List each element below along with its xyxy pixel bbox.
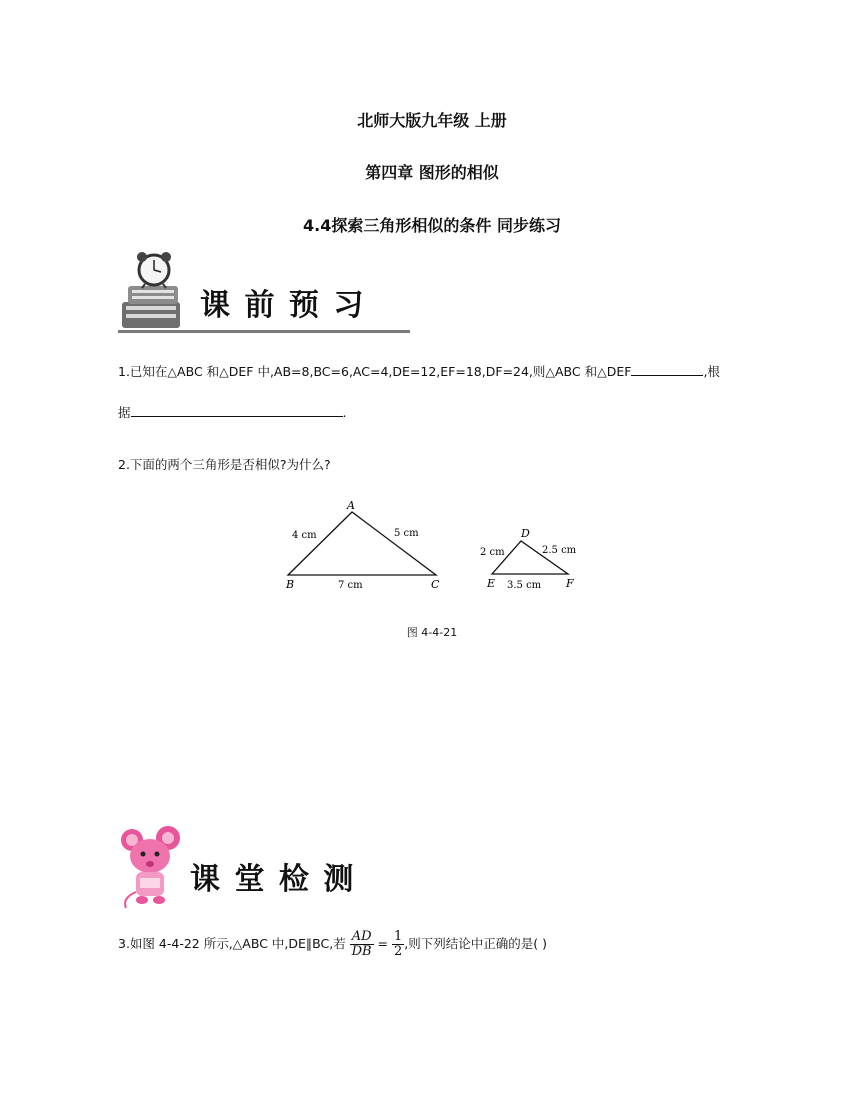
vertex-c: C	[431, 578, 440, 591]
vertex-a: A	[347, 499, 355, 512]
label-ef: 3.5 cm	[507, 580, 542, 591]
label-bc: 7 cm	[338, 580, 363, 591]
answer-blank-1[interactable]	[631, 363, 703, 376]
question-3-prefix: 3.如图 4-4-22 所示,△ABC 中,DE∥BC,若	[118, 936, 346, 951]
label-ab: 4 cm	[292, 530, 317, 541]
chapter-title: 第四章 图形的相似	[365, 163, 499, 182]
question-2: 2.下面的两个三角形是否相似?为什么?	[118, 457, 331, 472]
fraction-2-numerator: 1	[393, 928, 403, 944]
question-1-suffix: ,根	[703, 364, 720, 379]
question-1-line2-prefix: 据	[118, 405, 131, 420]
fraction-2-denominator: 2	[393, 944, 403, 959]
fraction-ad-db	[350, 930, 374, 960]
vertex-e: E	[487, 577, 496, 590]
vertex-f: F	[566, 577, 574, 590]
mouse-mascot-icon	[118, 826, 188, 912]
fraction-1-denominator: DB	[351, 944, 372, 959]
question-1-text: 1.已知在△ABC 和△DEF 中,AB=8,BC=6,AC=4,DE=12,EF=18,DF=24,则△ABC 和△DEF	[118, 364, 632, 379]
question-3-suffix: ,则下列结论中正确的是( )	[404, 936, 547, 951]
section-title-check: 课 堂 检 测	[190, 862, 356, 897]
question-1	[118, 362, 720, 380]
vertex-b: B	[286, 578, 295, 591]
question-1-line2	[118, 403, 347, 421]
triangle-abc	[288, 512, 436, 575]
figure-caption: 图 4-4-21	[406, 626, 458, 639]
fraction-one-half	[392, 930, 404, 960]
label-de: 2 cm	[480, 547, 505, 558]
vertex-d: D	[521, 527, 530, 540]
section-title-preview: 课 前 预 习	[200, 288, 366, 323]
label-ac: 5 cm	[394, 528, 419, 539]
lesson-title: 4.4探索三角形相似的条件 同步练习	[303, 216, 561, 235]
section-banner-check	[118, 826, 398, 912]
equals-sign: =	[377, 936, 388, 951]
answer-blank-2[interactable]	[131, 404, 343, 417]
doc-title: 北师大版九年级 上册	[357, 111, 507, 130]
question-3	[118, 922, 547, 966]
question-1-line2-suffix: .	[342, 405, 347, 420]
section-banner-preview	[118, 250, 418, 336]
fraction-1-numerator: AD	[351, 928, 372, 944]
label-df: 2.5 cm	[542, 545, 577, 556]
figure-triangles	[270, 495, 600, 600]
